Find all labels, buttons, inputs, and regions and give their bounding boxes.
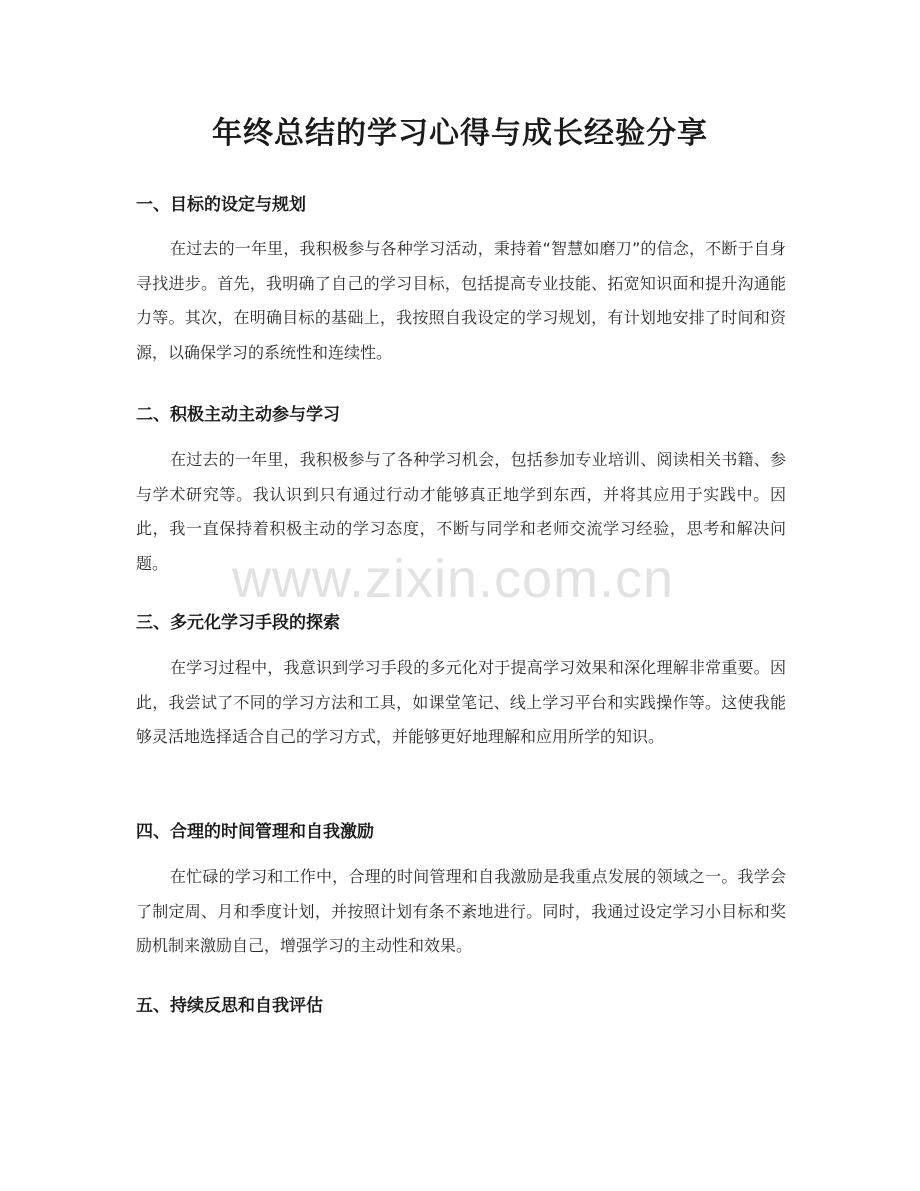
section-paragraph-2: 在过去的一年里，我积极参与了各种学习机会，包括参加专业培训、阅读相关书籍、参与学术研究等。我认识到只有通过行动才能够真正地学到东西，并将其应用于实践中。因此，我一直保持着积极主动的学习态度，不断与同学和老师交流学习经验，思考和解决问题。	[136, 450, 786, 574]
section-heading-1: 一、目标的设定与规划	[136, 195, 306, 215]
document-title: 年终总结的学习心得与成长经验分享	[212, 116, 708, 151]
section-heading-4: 四、合理的时间管理和自我激励	[136, 822, 374, 842]
section-heading-5: 五、持续反思和自我评估	[136, 996, 323, 1016]
watermark: www.zixin.com.cn	[232, 549, 675, 609]
section-heading-2: 二、积极主动主动参与学习	[136, 405, 340, 425]
section-paragraph-3: 在学习过程中，我意识到学习手段的多元化对于提高学习效果和深化理解非常重要。因此，我尝试了不同的学习方法和工具，如课堂笔记、线上学习平台和实践操作等。这使我能够灵活地选择适合自己的学习方式，并能够更好地理解和应用所学的知识。	[136, 658, 786, 747]
section-paragraph-1: 在过去的一年里，我积极参与各种学习活动，秉持着“智慧如磨刀”的信念，不断于自身寻找进步。首先，我明确了自己的学习目标，包括提高专业技能、拓宽知识面和提升沟通能力等。其次，在明确目标的基础上，我按照自我设定的学习规划，有计划地安排了时间和资源，以确保学习的系统性和连续性。	[136, 239, 786, 363]
section-paragraph-4: 在忙碌的学习和工作中，合理的时间管理和自我激励是我重点发展的领域之一。我学会了制定周、月和季度计划，并按照计划有条不紊地进行。同时，我通过设定学习小目标和奖励机制来激励自己，增强学习的主动性和效果。	[136, 867, 786, 956]
section-heading-3: 三、多元化学习手段的探索	[136, 613, 340, 633]
